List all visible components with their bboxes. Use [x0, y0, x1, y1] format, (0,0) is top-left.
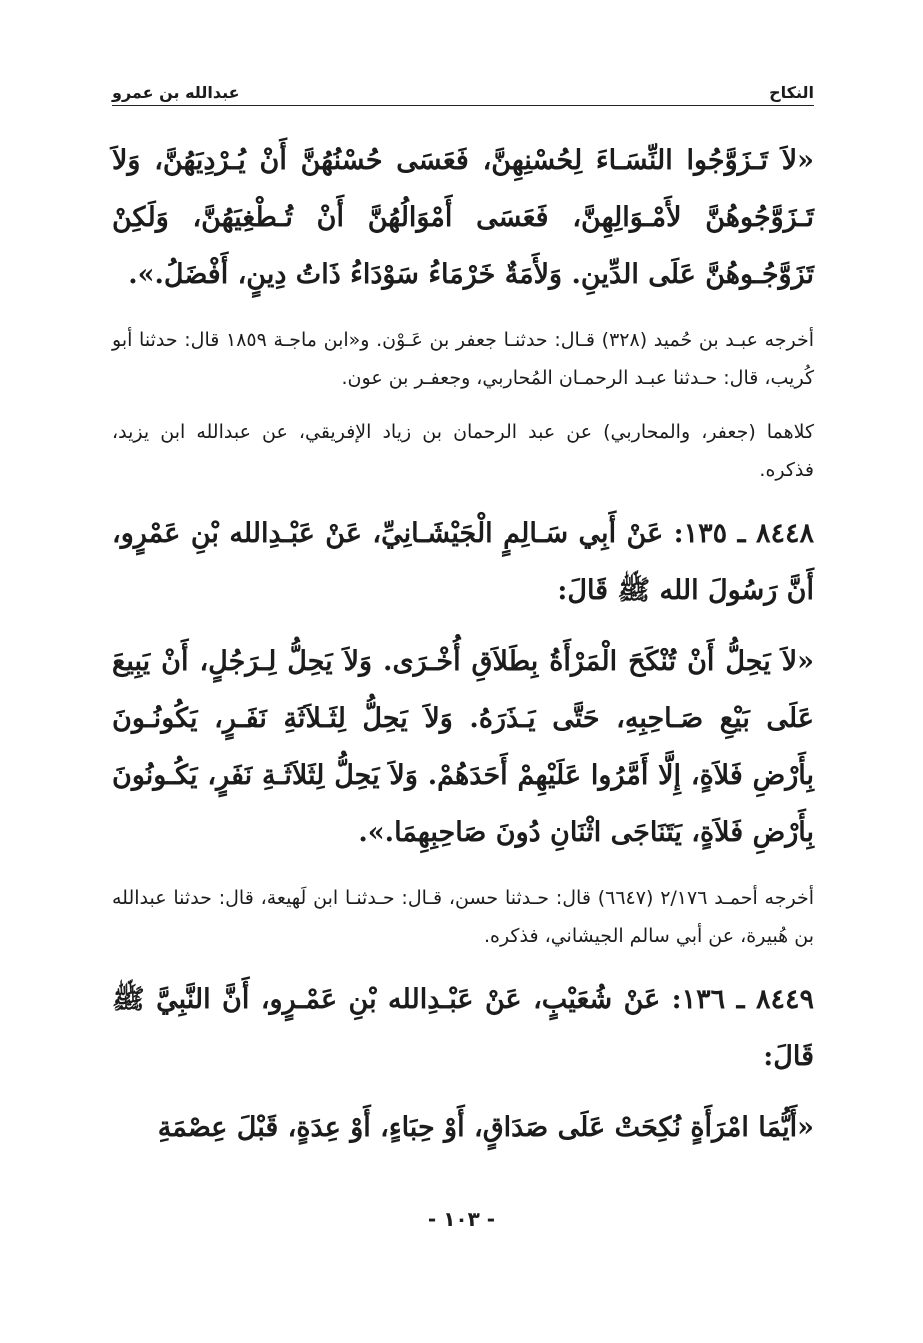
hadith-isnad: ٨٤٤٩ ـ ١٣٦: عَنْ شُعَيْبٍ، عَنْ عَبْـدِالله بْنِ عَمْـرٍو، أَنَّ النَّبِيَّ ﷺ قَالَ:: [112, 984, 814, 1072]
takhrij-note: أخرجه أحمـد ٢/١٧٦ (٦٦٤٧) قال: حـدثنا حسن، قـال: حـدثنـا ابن لَهيعة، قال: حدثنا عبدالله بن هُبيرة، عن أبي سالم الجيشاني، فذكره.: [112, 887, 814, 947]
document-page: [112, 70, 814, 1156]
takhrij-note: أخرجه عبـد بن حُميد (٣٢٨) قـال: حدثنـا جعفر بن عَـوْن. و«ابن ماجـة ١٨٥٩ قال: حدثنا أبو كُريب، قال: حـدثنا عبـد الرحمـان المُحاربي، وجعفـر بن عون.: [112, 329, 815, 389]
hadith-text: «لاَ يَحِلُّ أَنْ تُنْكَحَ الْمَرْأَةُ بِطَلاَقِ أُخْـرَى. وَلاَ يَحِلُّ لِـرَجُلٍ، أَنْ يَبِيعَ عَلَى بَيْعِ صَـاحِبِهِ، حَتَّى يَـذَرَهُ. وَلاَ يَحِلُّ لِثَـلاَثَةِ نَفَـرٍ، يَكُونُـونَ بِأَرْضِ فَلاَةٍ، إِلَّا أَمَّرُوا عَلَيْهِمْ أَحَدَهُمْ. وَلاَ يَحِلُّ لِثَلاَثَـةِ نَفَرٍ، يَكُـونُونَ بِأَرْضِ فَلاَةٍ، يَتَنَاجَى اثْنَانِ دُونَ صَاحِبِهِمَا.».: [112, 646, 814, 848]
hadith-text: «لاَ تَـزَوَّجُوا النِّسَـاءَ لِحُسْنِهِنَّ، فَعَسَى حُسْنُهُنَّ أَنْ يُـرْدِيَهُنَّ، وَلاَ تَـزَوَّجُوهُنَّ لأَمْـوَالِهِنَّ، فَعَسَى أَمْوَالُهُنَّ أَنْ تُـطْغِيَهُنَّ، وَلَكِنْ تَزَوَّجُـوهُنَّ عَلَى الدِّينِ. وَلأَمَةٌ خَرْمَاءُ سَوْدَاءُ ذَاتُ دِينٍ، أَفْضَلُ.».: [112, 145, 814, 290]
hadith-text: «أَيُّمَا امْرَأَةٍ نُكِحَتْ عَلَى صَدَاقٍ، أَوْ حِبَاءٍ، أَوْ عِدَةٍ، قَبْلَ عِصْمَةِ: [157, 1112, 814, 1143]
chapter-title: النكاح: [769, 83, 814, 102]
page-body: [112, 132, 814, 1156]
author-title: عبدالله بن عمرو: [112, 83, 240, 102]
hadith-isnad: ٨٤٤٨ ـ ١٣٥: عَنْ أَبِي سَـالِمٍ الْجَيْشَـانِيِّ، عَنْ عَبْـدِالله بْنِ عَمْرٍو، أَنَّ رَسُولَ الله ﷺ قَالَ:: [112, 518, 815, 606]
running-header: [112, 70, 814, 106]
page-number: - ١٠٣ -: [427, 1207, 496, 1231]
takhrij-note: كلاهما (جعفر، والمحاربي) عن عبد الرحمان بن زياد الإفريقي، عن عبدالله ابن يزيد، فذكره.: [112, 421, 814, 481]
